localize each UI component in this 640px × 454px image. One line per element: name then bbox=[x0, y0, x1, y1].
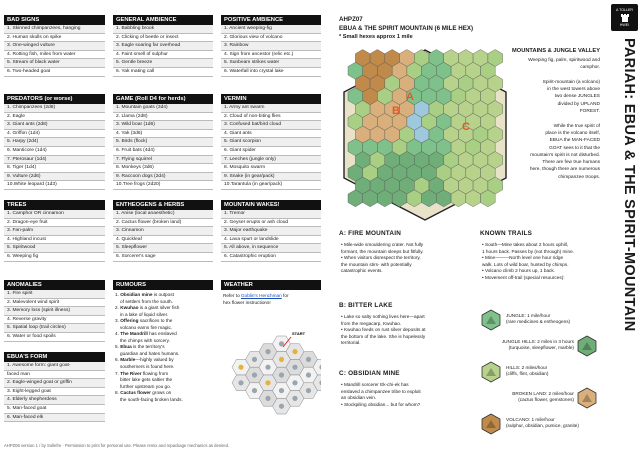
map-description-line bbox=[508, 115, 600, 122]
table-row: 4. Elderly shepherdess bbox=[4, 396, 105, 405]
fire-mountain-line: the mountain stirs- with potentially bbox=[341, 261, 412, 267]
table-row: 2. Geyser erupts or ash cloud bbox=[221, 219, 321, 228]
bitter-lake-line: the bottom of the lake. She is hopelessly bbox=[341, 333, 426, 339]
weather-table bbox=[221, 280, 321, 442]
map-description-line: two dense JUNGLES bbox=[554, 94, 600, 100]
predators-table bbox=[4, 94, 105, 190]
bad-signs-table bbox=[4, 15, 105, 77]
table-row: 7. Pterosaur (1d4) bbox=[4, 156, 105, 165]
entheogens-header: ENTHEOGENS & HERBS bbox=[113, 200, 213, 210]
positive-ambience-rows bbox=[221, 25, 321, 77]
weather-icon bbox=[279, 388, 284, 393]
map-description-line: EBUA the MAN-FACED bbox=[549, 138, 600, 144]
table-row: faced man bbox=[4, 371, 105, 380]
weather-header: WEATHER bbox=[221, 280, 321, 290]
table-row: 6. Man-faced elk bbox=[4, 414, 105, 423]
rumour-line: 5. Ebua is the territory's bbox=[115, 344, 165, 350]
table-row: 7. Flying squirrel bbox=[113, 156, 213, 165]
game-rows bbox=[113, 104, 213, 190]
bitter-lake-line: • Lake so salty nothing lives here—apart bbox=[341, 314, 425, 319]
map-description-line: GOAT sees to it that the bbox=[548, 145, 600, 151]
table-row: 1. Chimpanzees (2d8) bbox=[4, 104, 105, 113]
known-trails-title: KNOWN TRAILS bbox=[480, 230, 533, 237]
mountain-wakes-table bbox=[221, 200, 321, 262]
table-row: 4. Sign from ancestor (relic etc.) bbox=[221, 51, 321, 60]
map-title: EBUA & THE SPIRIT MOUNTAIN (6 MILE HEX) bbox=[339, 25, 474, 32]
table-row: 6. Water or food spoils bbox=[4, 333, 105, 342]
obsidian-mine-line: • Mandrill sorcerer Ek-chi-ek has bbox=[341, 382, 409, 387]
side-title: PARIAH: EBUA & THE SPIRIT-MOUNTAIN bbox=[621, 38, 637, 332]
rumour-line: 7. The River flowing from bbox=[115, 370, 169, 376]
rumour-line: 3. Offering sacrifices to the bbox=[115, 318, 173, 324]
rumour-line: guardian and hates humans. bbox=[120, 350, 180, 356]
known-trails-text bbox=[480, 242, 605, 281]
rumour-line: 4. The Mandrill has enslaved bbox=[115, 331, 177, 337]
table-row: 1. Army ant swarm bbox=[221, 104, 321, 113]
map-description-line: There are few true humans bbox=[542, 160, 600, 166]
anomalies-rows bbox=[4, 290, 105, 342]
fire-mountain-line: • When visitors disrespect the territory, bbox=[341, 255, 421, 260]
terrain-legend-item bbox=[478, 413, 606, 437]
bitter-lake-title: B: BITTER LAKE bbox=[339, 302, 393, 309]
positive-ambience-table bbox=[221, 15, 321, 77]
rumour-line: 6. Marble—highly valued by bbox=[115, 357, 174, 363]
table-row: 1. Anise (local anaesthetic) bbox=[113, 210, 213, 219]
table-row: 4. Reverse gravity bbox=[4, 316, 105, 325]
known-trails-line: walk. Lots of wild boar, hunted by chimps. bbox=[482, 261, 569, 267]
weather-icon bbox=[292, 349, 297, 354]
table-row: 2. Cactus flower (broken land) bbox=[113, 219, 213, 228]
broken-hex-icon bbox=[576, 387, 598, 409]
table-row: 8. Mosquito swarm bbox=[221, 164, 321, 173]
map-label-b: B bbox=[392, 105, 400, 117]
jungle-hex-icon bbox=[480, 309, 502, 331]
weather-icon bbox=[252, 388, 257, 393]
fire-mountain-title: A: FIRE MOUNTAIN bbox=[339, 230, 402, 237]
weather-icon bbox=[265, 365, 270, 370]
table-row: 6. Two-headed goat bbox=[4, 68, 105, 77]
map-description-line: Weeping fig, palm, spiritwood and bbox=[528, 58, 600, 63]
map-description-line: place is the volcano itself, bbox=[545, 130, 600, 136]
publisher-logo bbox=[611, 4, 638, 31]
weather-icon bbox=[265, 380, 270, 385]
terrain-legend-text: (cliffs, flint, obsidian) bbox=[506, 371, 549, 377]
terrain-legend-text: JUNGLE HILLS: 2 miles in 3 hours bbox=[501, 339, 574, 344]
map-subtitle: * Small hexes approx 1 mile bbox=[339, 34, 413, 40]
table-row: 4. Yak (3d6) bbox=[113, 130, 213, 139]
table-row: 6. Giant spider bbox=[221, 147, 321, 156]
table-row: 2. Glorious view of volcano bbox=[221, 34, 321, 43]
positive-ambience-header: POSITIVE AMBIENCE bbox=[221, 15, 321, 25]
map-code: AHPZ07 bbox=[339, 16, 363, 23]
ebua-form-rows bbox=[4, 362, 105, 422]
table-row: 5. All above, in sequence bbox=[221, 244, 321, 253]
weather-icon bbox=[252, 357, 257, 362]
table-row: 4. Faint smell of sulphur bbox=[113, 51, 213, 60]
weather-icon bbox=[292, 380, 297, 385]
rumours-list bbox=[113, 290, 213, 403]
rumour-line: 2. Kwuhao is a giant silver fish bbox=[115, 305, 180, 311]
rumours-table bbox=[113, 280, 213, 403]
table-row: 2. Eagle-winged goat or griffin bbox=[4, 379, 105, 388]
fire-mountain-line: formant, the mountain sleeps but fitfully. bbox=[341, 248, 424, 254]
weather-icon bbox=[252, 372, 257, 377]
mountain-wakes-rows bbox=[221, 210, 321, 262]
terrain-legend-item bbox=[478, 335, 606, 359]
table-row: 2. Clicking of beetle or insect bbox=[113, 34, 213, 43]
table-row: 5. Stream of black water bbox=[4, 59, 105, 68]
table-row: 9. Raccoon dogs (2d4) bbox=[113, 173, 213, 182]
table-row: 5. Giant scorpion bbox=[221, 138, 321, 147]
table-row: 6. Manticore (1d4) bbox=[4, 147, 105, 156]
weather-icon bbox=[279, 341, 284, 346]
table-row: 3. Giant ants (2d8) bbox=[4, 121, 105, 130]
upland-hex-icon bbox=[480, 361, 502, 383]
map-label-a: A bbox=[406, 91, 414, 103]
table-row: 4. Rotting fish, miles from water bbox=[4, 51, 105, 60]
map-description-line bbox=[508, 72, 600, 79]
anomalies-header: ANOMALIES bbox=[4, 280, 105, 290]
weather-intro-text: Refer to bbox=[223, 293, 241, 298]
table-row: 1. Skinned chimpanzees, hanging bbox=[4, 25, 105, 34]
terrain-legend-text: (turquoise, sleepflower, marble) bbox=[508, 345, 574, 351]
table-row: 3. Eagle soaring far overhead bbox=[113, 42, 213, 51]
bad-signs-rows bbox=[4, 25, 105, 77]
trees-header: TREES bbox=[4, 200, 105, 210]
bad-signs-header: BAD SIGNS bbox=[4, 15, 105, 25]
rumour-line: 1. Obsidian mine is outpost bbox=[115, 292, 174, 297]
fire-mountain-line: • Mile-wide smouldering crater. Not fully bbox=[341, 242, 424, 247]
map-description-line: divided by UPLAND bbox=[557, 101, 600, 107]
predators-rows bbox=[4, 104, 105, 190]
weather-intro-text-3: hex flower instructions! bbox=[223, 299, 271, 305]
table-row: 5. Spatial loop (trail circles) bbox=[4, 324, 105, 333]
fire-mountain-line: catastrophic events. bbox=[341, 268, 383, 273]
footer: AHPZ06 version 1 / by Sollefre · Permission to print for personal use. Please remix and repackage mechanics as desired. bbox=[4, 443, 230, 448]
weather-icon bbox=[292, 365, 297, 370]
map-description-title: MOUNTAINS & JUNGLE VALLEY bbox=[512, 48, 600, 54]
table-row: 6. Catastrophic eruption bbox=[221, 253, 321, 262]
predators-header: PREDATORS (or worse) bbox=[4, 94, 105, 104]
terrain-legend-text: JUNGLE: 1 mile/hour bbox=[506, 313, 551, 318]
terrain-legend-text: HILLS: 2 miles/hour bbox=[506, 365, 548, 370]
rumour-line: the chimps with sorcery. bbox=[120, 337, 170, 343]
table-row: 3. Cinnamon bbox=[113, 227, 213, 236]
table-row: 7. Leeches (jungle only) bbox=[221, 156, 321, 165]
table-row: 1. Tremor bbox=[221, 210, 321, 219]
table-row: 2. Dragon-eye fruit bbox=[4, 219, 105, 228]
weather-icon bbox=[265, 349, 270, 354]
terrain-legend-item bbox=[478, 361, 606, 385]
rumour-line: bitter lake gets saltier the bbox=[120, 377, 173, 383]
hills-hex-icon bbox=[576, 335, 598, 357]
terrain-legend bbox=[478, 309, 606, 444]
terrain-legend-text: (cactus flower, gemstones) bbox=[518, 397, 574, 403]
obsidian-mine-line: an obsidian vein. bbox=[341, 395, 377, 400]
volcano-hex-icon bbox=[480, 413, 502, 435]
table-row: 3. Rainbow bbox=[221, 42, 321, 51]
table-row: 3. Wild boar (1d6) bbox=[113, 121, 213, 130]
weather-start-label: START bbox=[292, 331, 306, 337]
terrain-legend-item bbox=[478, 387, 606, 411]
table-row: 3. Major earthquake bbox=[221, 227, 321, 236]
rumour-line: 8. Cactus flower grows on bbox=[115, 390, 172, 396]
mountain-wakes-header: MOUNTAIN WAKES! bbox=[221, 200, 321, 210]
table-row: 5. Man-faced goat bbox=[4, 405, 105, 414]
table-row: 8. Monkeys (3d6) bbox=[113, 164, 213, 173]
table-row: 4. Lava spurt or landslide bbox=[221, 236, 321, 245]
rumour-line: of settlers from the south. bbox=[120, 298, 173, 304]
weather-icon bbox=[279, 404, 284, 409]
rumour-line: the south-facing broken lands. bbox=[120, 396, 183, 402]
logo-line-1: A TOLLER bbox=[615, 8, 634, 12]
known-trails-line: • Movement off-trail (special resources): bbox=[482, 274, 565, 280]
known-trails-line: • Volcano climb 2 hours up, 1 back. bbox=[482, 268, 556, 273]
trees-rows bbox=[4, 210, 105, 262]
obsidian-mine-line: enslaved a chimpanzee tribe to exploit bbox=[341, 388, 421, 394]
table-row: 9. Vulture (2d6) bbox=[4, 173, 105, 182]
map-description-line: in the west towers above bbox=[547, 87, 600, 93]
table-row: 10.Tree frogs (2d20) bbox=[113, 181, 213, 190]
terrain-legend-text: VOLCANO: 1 mile/hour bbox=[506, 417, 555, 422]
weather-icon bbox=[238, 365, 243, 370]
terrain-legend-text: (rare medicines & entheogens) bbox=[506, 319, 571, 325]
table-row: 1. Awesome form: giant goat- bbox=[4, 362, 105, 371]
ebua-form-table bbox=[4, 352, 105, 422]
table-row: 6. Fruit bats (4d4) bbox=[113, 147, 213, 156]
table-row: 1. Mountain goats (3d4) bbox=[113, 104, 213, 113]
weather-icon bbox=[306, 388, 311, 393]
rumours-header: RUMOURS bbox=[113, 280, 213, 290]
table-row: 2. Malevolent wind spirit bbox=[4, 299, 105, 308]
table-row: 1. Ancient weeping-fig bbox=[221, 25, 321, 34]
known-trails-line: 1 hours back. Passes by (not through) mine. bbox=[482, 248, 574, 254]
trees-table bbox=[4, 200, 105, 262]
table-row: 5. Sunbeam strikes water bbox=[221, 59, 321, 68]
bitter-lake-line: • Kwuhao feeds on rust silver deposits at bbox=[341, 327, 426, 332]
bitter-lake-text bbox=[339, 314, 472, 347]
entheogens-rows bbox=[113, 210, 213, 262]
table-row: 5. Harpy (2d4) bbox=[4, 138, 105, 147]
table-row: 2. Cloud of non-biting flies bbox=[221, 113, 321, 122]
weather-icon bbox=[306, 372, 311, 377]
weather-intro-text-2: for bbox=[281, 293, 289, 298]
table-row: 3. One-winged vulture bbox=[4, 42, 105, 51]
general-ambience-table bbox=[113, 15, 213, 77]
table-row: 3. Fan-palm bbox=[4, 227, 105, 236]
table-row: 5. Spiritwood bbox=[4, 244, 105, 253]
table-row: 1. Camphor OR cinnamon bbox=[4, 210, 105, 219]
vermin-table bbox=[221, 94, 321, 190]
table-row: 5. Birds (flock) bbox=[113, 138, 213, 147]
rumour-line: volcano earns fire magic. bbox=[120, 324, 173, 330]
table-row: 6. Sorcerer's sage bbox=[113, 253, 213, 262]
obsidian-mine-text bbox=[339, 382, 472, 408]
table-row: 6. Weeping fig bbox=[4, 253, 105, 262]
bitter-lake-line: territorial. bbox=[341, 340, 361, 345]
general-ambience-header: GENERAL AMBIENCE bbox=[113, 15, 213, 25]
map-description-line: While the true spirit of bbox=[553, 123, 600, 129]
obsidian-mine-line: • Stockpiling obsidian... but for whom? bbox=[341, 401, 421, 407]
rumour-line: southerners is found here. bbox=[120, 364, 175, 370]
weather-icon bbox=[292, 396, 297, 401]
hex-map bbox=[338, 48, 513, 223]
table-row: 4. Griffon (1d4) bbox=[4, 130, 105, 139]
table-row: 1. Babbling brook bbox=[113, 25, 213, 34]
anomalies-table bbox=[4, 280, 105, 342]
table-row: 9. Snake (in gear/pack) bbox=[221, 173, 321, 182]
fire-mountain-text bbox=[339, 242, 472, 275]
logo-line-2: HWEI bbox=[619, 23, 630, 27]
table-row: 6. Waterfall into crystal lake bbox=[221, 68, 321, 77]
table-row: 8. Tiger (1d4) bbox=[4, 164, 105, 173]
vermin-rows bbox=[221, 104, 321, 190]
vermin-header: VERMIN bbox=[221, 94, 321, 104]
bitter-lake-line: from the megacarp, Kwuhao. bbox=[341, 320, 402, 326]
table-row: 2. Eagle bbox=[4, 113, 105, 122]
weather-intro bbox=[221, 290, 321, 306]
weather-icon bbox=[238, 380, 243, 385]
table-row: 3. Memory loss (spirit illness) bbox=[4, 307, 105, 316]
ebua-form-header: EBUA'S FORM bbox=[4, 352, 105, 362]
known-trails-line: • South—Mine takes about 2 hours uphill, bbox=[482, 242, 569, 247]
map-description-line: Spirit-mountain (a volcano) bbox=[542, 79, 600, 85]
map-description-line: camphor. bbox=[580, 65, 600, 71]
map-label-c: C bbox=[462, 121, 470, 133]
table-row: 2. Llama (2d8) bbox=[113, 113, 213, 122]
table-row: 2. Human skulls on spike bbox=[4, 34, 105, 43]
general-ambience-rows bbox=[113, 25, 213, 77]
entheogens-table bbox=[113, 200, 213, 262]
weather-hex-flower bbox=[221, 307, 321, 437]
table-row: 6. Yak mating call bbox=[113, 68, 213, 77]
rumour-line: in a lake of liquid silver. bbox=[120, 311, 169, 317]
table-row: 5. Sleepflower bbox=[113, 244, 213, 253]
table-row: 1. Fire spirit bbox=[4, 290, 105, 299]
table-row: 10.White leopard (1d3) bbox=[4, 181, 105, 190]
weather-icon bbox=[265, 396, 270, 401]
table-row: 4. Highland incust bbox=[4, 236, 105, 245]
table-row: 5. Gentle breeze bbox=[113, 59, 213, 68]
map-description-line: chimpanzee troops. bbox=[558, 174, 600, 180]
table-row: 4. Quickleaf bbox=[113, 236, 213, 245]
map-description bbox=[508, 57, 600, 181]
obsidian-mine-title: C: OBSIDIAN MINE bbox=[339, 370, 400, 377]
weather-icon bbox=[306, 357, 311, 362]
weather-icon bbox=[279, 357, 284, 362]
weather-icon bbox=[279, 372, 284, 377]
rumour-line: further upstream you go. bbox=[120, 383, 172, 389]
terrain-legend-item bbox=[478, 309, 606, 333]
game-table bbox=[113, 94, 213, 190]
known-trails-line: • Mine———North level one hour ridge bbox=[482, 255, 564, 260]
map-description-line: FOREST. bbox=[579, 109, 600, 115]
map-description-line: here, though there are numerous bbox=[529, 167, 600, 173]
table-row: 3. Confused bat/bird cloud bbox=[221, 121, 321, 130]
map-description-line: mountain's spirit is not disturbed. bbox=[530, 152, 600, 158]
table-row: 10.Tarantula (in gear/pack) bbox=[221, 181, 321, 190]
game-header: GAME (Roll D4 for herds) bbox=[113, 94, 213, 104]
terrain-legend-text: (sulphur, obsidian, pumice, granite) bbox=[506, 423, 579, 429]
weather-link[interactable]: Goblin's Henchman bbox=[240, 293, 282, 298]
tower-icon bbox=[620, 13, 630, 22]
terrain-legend-text: BROKEN LAND: 2 miles/hour bbox=[512, 391, 574, 396]
table-row: 3. Eight-legged goat bbox=[4, 388, 105, 397]
table-row: 4. Giant ants bbox=[221, 130, 321, 139]
